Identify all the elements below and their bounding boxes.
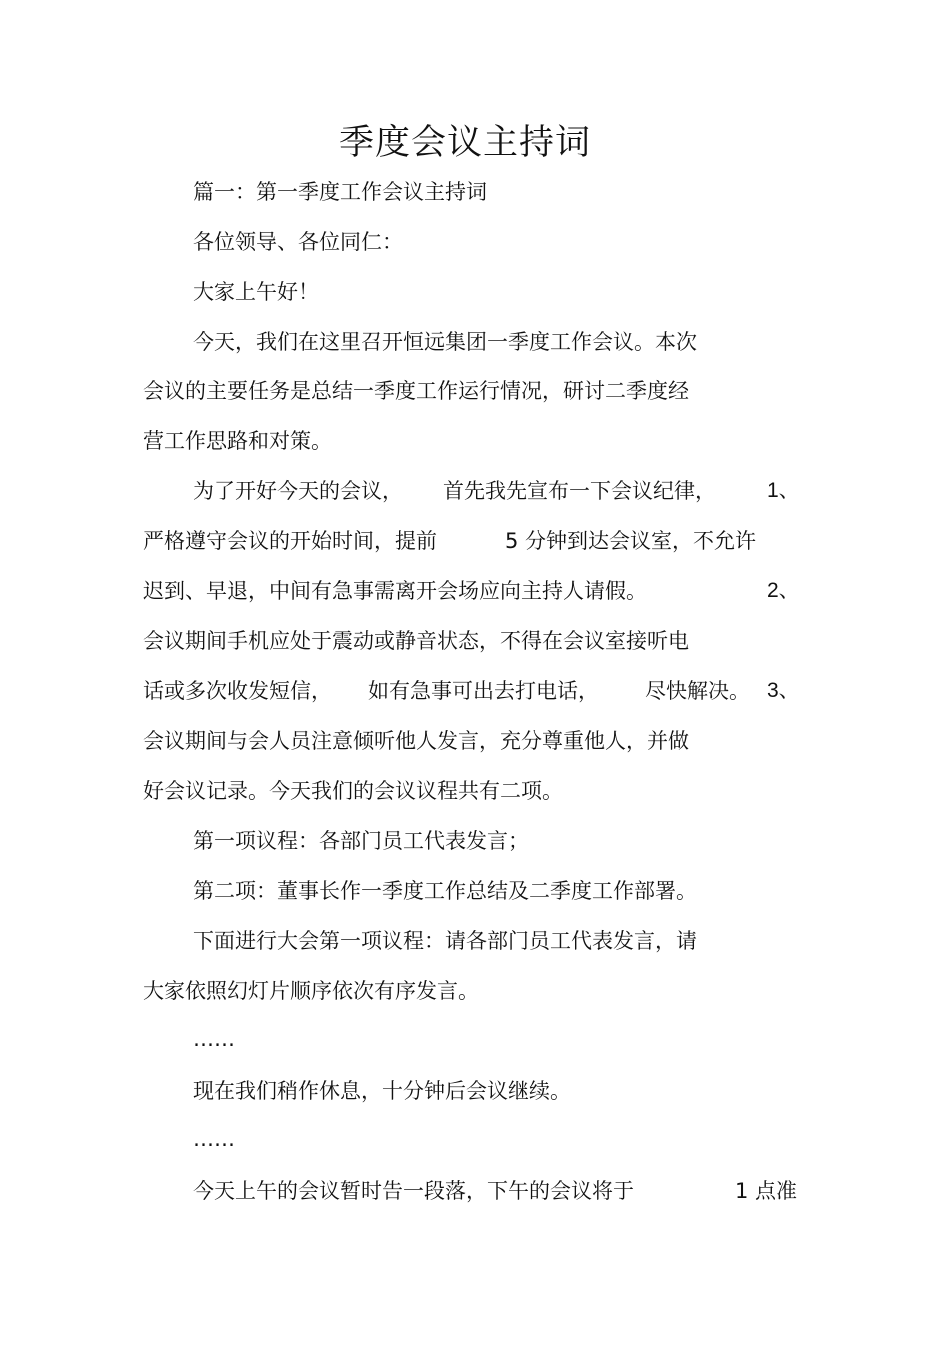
paragraph-line: 尽快解决。: [645, 679, 750, 703]
paragraph-line: 话或多次收发短信，: [143, 679, 332, 703]
paragraph-line: 1 点准: [735, 1179, 798, 1203]
greeting: 大家上午好！: [193, 280, 319, 304]
list-number: 3、: [767, 679, 800, 702]
paragraph-line: 大家依照幻灯片顺序依次有序发言。: [143, 979, 479, 1003]
paragraph-line: 严格遵守会议的开始时间，提前: [143, 529, 437, 553]
paragraph-line: 今天，我们在这里召开恒远集团一季度工作会议。本次: [193, 330, 697, 354]
paragraph-line: 如有急事可出去打电话，: [368, 679, 599, 703]
paragraph-line: 会议的主要任务是总结一季度工作运行情况，研讨二季度经: [143, 379, 689, 403]
paragraph-line: 今天上午的会议暂时告一段落，下午的会议将于: [193, 1179, 634, 1203]
salutation: 各位领导、各位同仁：: [193, 230, 403, 254]
agenda-item: 第一项议程：各部门员工代表发言；: [193, 829, 529, 853]
list-number: 2、: [767, 579, 800, 602]
paragraph-line: 会议期间与会人员注意倾听他人发言，充分尊重他人，并做: [143, 729, 689, 753]
paragraph-line: 会议期间手机应处于震动或静音状态，不得在会议室接听电: [143, 629, 689, 653]
paragraph-line: 为了开好今天的会议，: [193, 479, 403, 503]
paragraph-line: 迟到、早退，中间有急事需离开会场应向主持人请假。: [143, 579, 647, 603]
document-title: 季度会议主持词: [338, 123, 591, 163]
paragraph-line: 5 分钟到达会议室，不允许: [505, 529, 757, 553]
agenda-item: 第二项：董事长作一季度工作总结及二季度工作部署。: [193, 879, 697, 903]
ellipsis: ……: [193, 1127, 235, 1151]
ellipsis: ……: [193, 1027, 235, 1051]
paragraph-line: 好会议记录。今天我们的会议议程共有二项。: [143, 779, 563, 803]
list-number: 1、: [767, 479, 800, 502]
section-heading: 篇一：第一季度工作会议主持词: [193, 180, 487, 204]
paragraph-line: 营工作思路和对策。: [143, 429, 332, 453]
paragraph-line: 现在我们稍作休息，十分钟后会议继续。: [193, 1079, 571, 1103]
paragraph-line: 下面进行大会第一项议程：请各部门员工代表发言，请: [193, 929, 697, 953]
paragraph-line: 首先我先宣布一下会议纪律，: [443, 479, 716, 503]
